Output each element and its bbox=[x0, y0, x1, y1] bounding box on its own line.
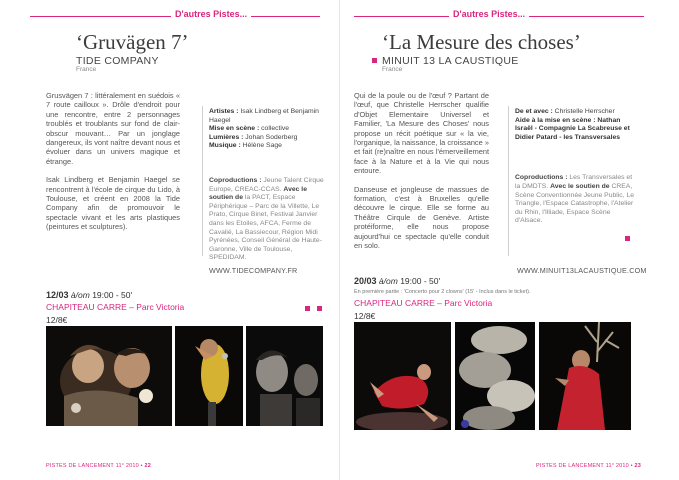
credit-row bbox=[209, 134, 327, 143]
support-label: Avec le soutien de bbox=[209, 185, 307, 202]
show-title: ‘La Mesure des choses’ bbox=[382, 30, 581, 54]
date: 12/03 bbox=[46, 290, 69, 300]
credits-block bbox=[209, 108, 327, 263]
credit-label: Lumières : bbox=[209, 133, 244, 141]
page-footer bbox=[46, 463, 151, 469]
column-divider bbox=[202, 106, 203, 256]
date-time bbox=[46, 290, 132, 300]
date-time bbox=[354, 276, 440, 286]
support-label: Avec le soutien de bbox=[550, 182, 610, 190]
photo-jugglers bbox=[46, 326, 172, 426]
paragraph: Isak Lindberg et Benjamin Haegel se rencontrent à l'école de cirque du Lido, à Toulouse, et créent en 2008 la Tide Company afin de promouvoir le spectacle vivant et les arts plastiques (peintures et sculptures). bbox=[46, 175, 180, 232]
venue: CHAPITEAU CARRE – Parc Victoria bbox=[46, 302, 185, 312]
credit-row bbox=[515, 117, 635, 143]
photo-yellow-figure bbox=[175, 326, 243, 426]
photo-faces bbox=[246, 326, 323, 426]
performer-photo bbox=[455, 322, 535, 430]
credit-value: Hélène Sage bbox=[240, 142, 282, 150]
time: 19:00 - 50' bbox=[92, 290, 133, 300]
description bbox=[46, 91, 180, 241]
description bbox=[354, 91, 489, 260]
photo-woman-branches bbox=[539, 322, 631, 430]
footer-label: PISTES DE LANCEMENT 11° 2010 bbox=[46, 463, 139, 469]
page-number: 22 bbox=[144, 463, 152, 469]
coprod-text: Jeune Talent Cirque Europe, CREAC-CCAS. bbox=[209, 176, 324, 193]
price: 12/8€ bbox=[46, 315, 68, 325]
credit-label: De et avec : bbox=[515, 108, 553, 115]
credit-label: Musique : bbox=[209, 142, 241, 150]
credit-value: Isak Lindberg et Benjamin Haegel bbox=[209, 108, 319, 124]
coproductions bbox=[515, 174, 635, 226]
credits-block bbox=[515, 108, 635, 226]
time: 19:00 - 50' bbox=[400, 276, 441, 286]
credit-value: Nathan Israël - Compagnie La Scabreuse et Didier Patard - les Transversales bbox=[515, 116, 630, 141]
page-footer bbox=[536, 463, 641, 469]
pink-square bbox=[317, 306, 322, 311]
left-page bbox=[0, 0, 339, 480]
footer-sep: • bbox=[630, 463, 633, 469]
a-om: à/om bbox=[70, 290, 90, 300]
credit-row bbox=[209, 108, 327, 125]
credit-row bbox=[209, 142, 327, 151]
header-tag: D'autres Pistes... bbox=[171, 9, 251, 19]
performer-photo bbox=[246, 326, 323, 426]
photo-dancer-red bbox=[354, 322, 451, 430]
credit-value: collective bbox=[259, 125, 290, 133]
performer-photo bbox=[354, 322, 451, 430]
page-number: 23 bbox=[634, 463, 642, 469]
right-page bbox=[340, 0, 679, 480]
paragraph: Grusvägen 7 : littéralement en suédois « 7 route cailloux ». Drôle d'endroit pour une rencontre, entre 2 personnages troublés et troublants sur fond de clair-obscur mouvant… Par un jonglage dangereux, ils vont naître devant nous et évoluer dans un univers magique et étrange. bbox=[46, 91, 180, 166]
coprod-label: Coproductions : bbox=[515, 174, 568, 182]
website-link[interactable]: WWW.MINUIT13LACAUSTIQUE.COM bbox=[517, 266, 647, 275]
footer-label: PISTES DE LANCEMENT 11° 2010 bbox=[536, 463, 629, 469]
credit-value: Johan Soderberg bbox=[243, 133, 298, 141]
paragraph: Danseuse et jongleuse de massues de formation, c'est à Bruxelles qu'elle découvre le cirque. Elle se forme au Théâtre Cirqule de Genève. Artiste protéiforme, elle nous propose aujourd'hui ce spectacle qu'elle conduit en solo. bbox=[354, 184, 489, 251]
show-title: ‘Gruvägen 7’ bbox=[76, 30, 189, 54]
header-tag: D'autres Pistes... bbox=[449, 9, 529, 19]
credit-label: Artistes : bbox=[209, 108, 239, 115]
coprod-label: Coproductions : bbox=[209, 176, 262, 184]
company-name: MINUIT 13 LA CAUSTIQUE bbox=[382, 55, 519, 67]
pink-square bbox=[305, 306, 310, 311]
support-text: la PACT, Espace Périphérique – Parc de la Villette, Le Prato, Cirque Binet, Festival Janvier dans les Etoiles, AFCA, Ferme de Cavalié, La Bassiecour, Région Midi Pyrénées, Conseil Général de Haute-Garonne, Ville de Toulouse, SPEDIDAM. bbox=[209, 194, 322, 262]
venue: CHAPITEAU CARRE – Parc Victoria bbox=[354, 298, 493, 308]
support-text: CREA, Scène Conventionnée Jeune Public, Le Triangle, l'Espace Catastrophe, l'Atelier du Rhin, l'Illiade, Espace Scène d'Alsace. bbox=[515, 182, 635, 225]
paragraph: Qui de la poule ou de l'œuf ? Partant de l'œuf, que Christelle Herrscher qualifie d'Objet Elementaire Universel et Familier, 'La Mesure des Choses' nous propose un récit poétique sur « la vie, l'organique, la naissance, la croissance » et fait (re)naître en nous l'émerveillement face à la Nature et à la Vie qui nous entoure. bbox=[354, 91, 489, 176]
pink-square bbox=[372, 58, 377, 63]
performer-photo bbox=[46, 326, 172, 426]
website-link[interactable]: WWW.TIDECOMPANY.FR bbox=[209, 266, 298, 275]
credit-label: Mise en scène : bbox=[209, 125, 260, 133]
company-name: TIDE COMPANY bbox=[76, 55, 159, 67]
price: 12/8€ bbox=[354, 311, 376, 321]
a-om: à/om bbox=[378, 276, 398, 286]
performer-photo bbox=[539, 322, 631, 430]
credit-row bbox=[515, 108, 635, 117]
photo-stones bbox=[455, 322, 535, 430]
coprod-text: Les Transversales et la DMDTS. bbox=[515, 174, 633, 190]
date: 20/03 bbox=[354, 276, 377, 286]
country: France bbox=[382, 66, 403, 73]
country: France bbox=[76, 66, 97, 73]
credit-value: Christelle Herrscher bbox=[552, 108, 615, 115]
opening-act-note: En première partie : 'Concerto pour 2 clowns' (15' - Inclus dans le ticket). bbox=[354, 289, 531, 295]
column-divider bbox=[508, 106, 509, 256]
coproductions bbox=[209, 177, 327, 263]
performer-photo bbox=[175, 326, 243, 426]
footer-sep: • bbox=[140, 463, 143, 469]
credit-label: Aide à la mise en scène : bbox=[515, 116, 596, 124]
pink-square bbox=[625, 236, 630, 241]
credit-row bbox=[209, 125, 327, 134]
